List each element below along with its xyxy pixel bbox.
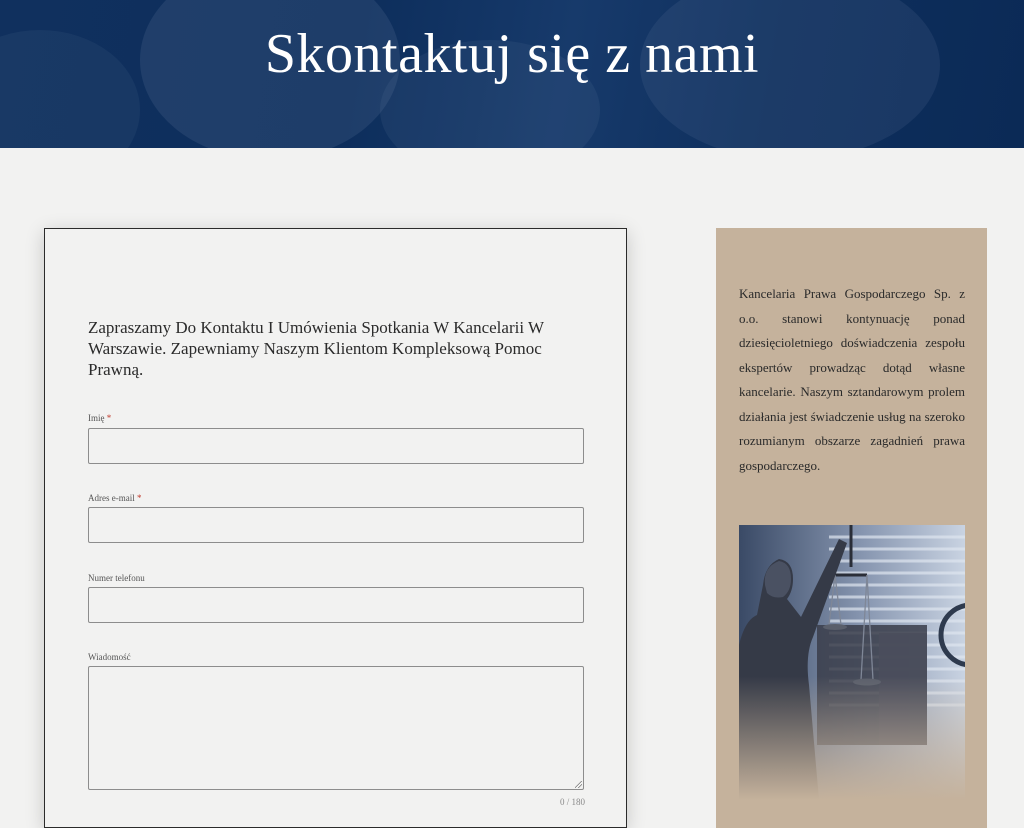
required-marker: * — [136, 493, 142, 503]
required-marker: * — [106, 413, 112, 423]
message-label: Wiadomość — [88, 652, 131, 662]
firm-description: Kancelaria Prawa Gospodarczego Sp. z o.o. stanowi kontynuację ponad dziesięcioletniego doświadczenia zespołu ekspertów prowadząc dotąd własne kancelarie. Naszym sztandarowym prolem działania jest świadczenie usług na szeroko rozumianym obszarze zagadnień prawa gospodarczego. — [739, 286, 965, 473]
form-heading: Zapraszamy Do Kontaktu I Umówienia Spotkania W Kancelarii W Warszawie. Zapewniamy Naszym Klientom Kompleksową Pomoc Prawną. — [88, 318, 544, 379]
message-textarea[interactable] — [88, 666, 584, 790]
phone-input[interactable] — [88, 587, 584, 623]
email-label: Adres e-mail * — [88, 493, 142, 503]
firm-info-panel — [716, 228, 987, 828]
phone-label: Numer telefonu — [88, 573, 145, 583]
resize-handle-icon[interactable] — [575, 781, 582, 788]
email-input[interactable] — [88, 507, 584, 543]
name-input[interactable] — [88, 428, 584, 464]
name-label: Imię * — [88, 413, 112, 423]
character-counter: 0 / 180 — [559, 797, 585, 807]
justice-statue-icon — [739, 525, 965, 800]
contact-form-card — [44, 228, 627, 828]
hero-banner — [0, 0, 1024, 148]
page-title: Skontaktuj się z nami — [264, 23, 760, 85]
